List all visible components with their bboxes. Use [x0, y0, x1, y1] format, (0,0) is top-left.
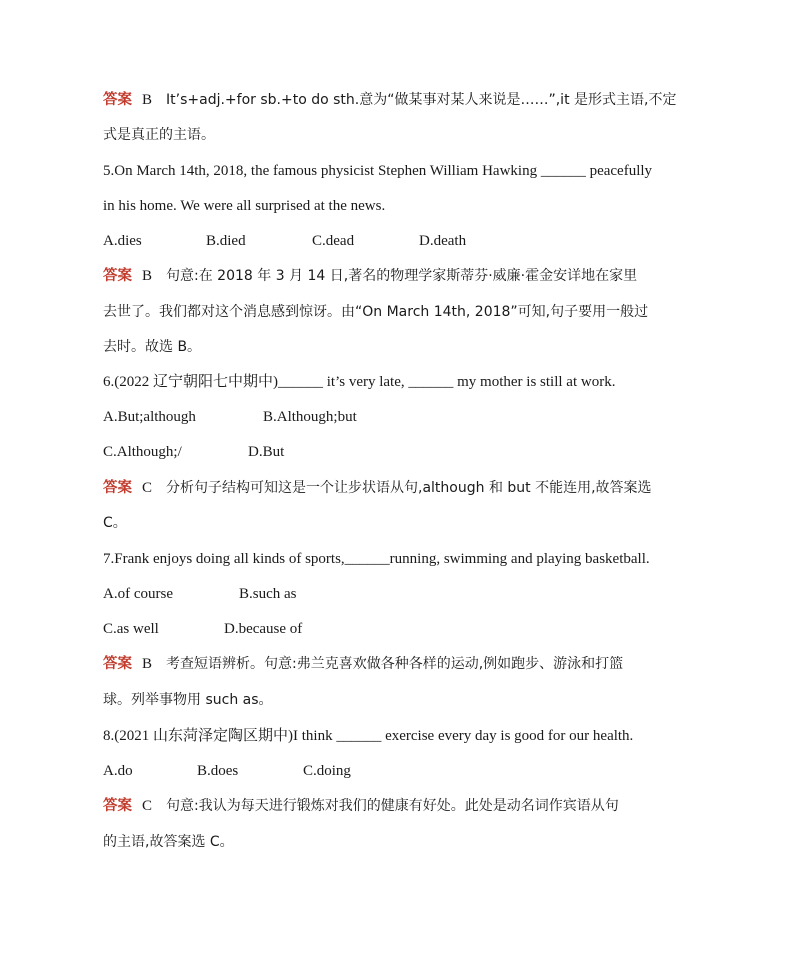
option: A.of course: [103, 586, 173, 602]
text-line: 去时。故选 B。: [103, 339, 202, 355]
question-8: 8.(2021 山东菏泽定陶区期中)I think ______ exercise every day is good for our health.: [103, 728, 634, 744]
option: B.does: [197, 763, 239, 779]
option: D.because of: [224, 621, 303, 637]
question-6: 6.(2022 辽宁朝阳七中期中)______ it’s very late, ______ my mother is still at work.: [103, 374, 616, 390]
question-5: 5.On March 14th, 2018, the famous physicist Stephen William Hawking ______ peacefully: [103, 163, 653, 179]
option: C.Although;/: [103, 444, 182, 460]
option: B.died: [206, 233, 246, 249]
options-row: [103, 619, 302, 639]
option: C.doing: [303, 763, 351, 779]
text-line: C。: [103, 515, 127, 531]
option: A.But;although: [103, 409, 196, 425]
text-line: 的主语,故答案选 C。: [103, 834, 234, 850]
option: B.Although;but: [263, 409, 357, 425]
options-row: [103, 761, 351, 781]
answer-line: 答案 B 句意:在 2018 年 3 月 14 日,著名的物理学家斯蒂芬·威廉·霍金安详地在家里: [103, 268, 638, 284]
option: D.death: [419, 233, 467, 249]
option: A.dies: [103, 233, 142, 249]
answer-line: 答案 B It’s+adj.+for sb.+to do sth.意为“做某事对某人来说是……”,it 是形式主语,不定: [103, 92, 677, 108]
options-row: [103, 584, 297, 604]
option: C.dead: [312, 233, 355, 249]
options-row: [103, 231, 466, 251]
answer-line: 答案 B 考查短语辨析。句意:弗兰克喜欢做各种各样的运动,例如跑步、游泳和打篮: [103, 656, 624, 672]
question-7: 7.Frank enjoys doing all kinds of sports,______running, swimming and playing basketball.: [103, 551, 650, 567]
text-line: 去世了。我们都对这个消息感到惊讶。由“On March 14th, 2018”可知,句子要用一般过: [103, 304, 649, 320]
options-row: [103, 442, 284, 462]
text-line: 球。列举事物用 such as。: [103, 692, 273, 708]
answer-line: 答案 C 句意:我认为每天进行锻炼对我们的健康有好处。此处是动名词作宾语从句: [103, 798, 619, 814]
option: A.do: [103, 763, 133, 779]
options-row: [103, 407, 357, 427]
answer-line: 答案 C 分析句子结构可知这是一个让步状语从句,although 和 but 不能连用,故答案选: [103, 480, 652, 496]
option: B.such as: [239, 586, 297, 602]
option: C.as well: [103, 621, 159, 637]
text-line: in his home. We were all surprised at the news.: [103, 198, 386, 214]
text-line: 式是真正的主语。: [103, 127, 215, 143]
option: D.But: [248, 444, 285, 460]
